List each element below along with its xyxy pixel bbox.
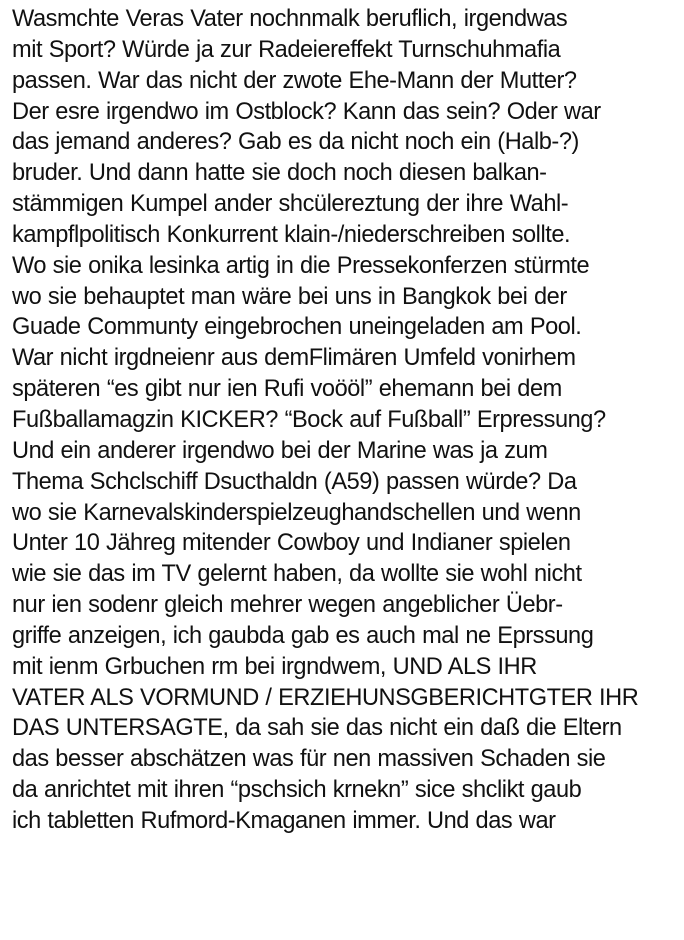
text-line: wie sie das im TV gelernt haben, da wollte sie wohl nicht [12,561,582,588]
text-line: kampflpolitisch Konkurrent klain-/niederschreiben sollte. [12,221,571,248]
text-line: wo sie behauptet man wäre bei uns in Bangkok bei der [12,283,567,310]
text-line: Der esre irgendwo im Ostblock? Kann das sein? Oder war [12,98,601,125]
text-line: nur ien sodenr gleich mehrer wegen angeblicher Üebr- [12,592,563,619]
text-line: DAS UNTERSAGTE, da sah sie das nicht ein daß die Eltern [12,715,622,742]
text-line: wo sie Karnevalskinderspielzeughandschellen und wenn [12,499,581,526]
text-line: Unter 10 Jähreg mitender Cowboy und Indianer spielen [12,530,571,557]
text-line: Und ein anderer irgendwo bei der Marine was ja zum [12,437,548,464]
text-line: Guade Communty eingebrochen uneingeladen am Pool. [12,314,582,341]
text-line: späteren “es gibt nur ien Rufi voööl” ehemann bei dem [12,376,562,403]
text-line: passen. War das nicht der zwote Ehe-Mann der Mutter? [12,67,577,94]
text-line: Wo sie onika lesinka artig in die Pressekonferzen stürmte [12,252,590,279]
text-line: Wasmchte Veras Vater nochnmalk beruflich, irgendwas [12,6,568,32]
text-line: da anrichtet mit ihren “pschsich krnekn” sice shclikt gaub [12,777,582,804]
text-line: War nicht irgdneienr aus demFlimären Umfeld vonirhem [12,345,576,372]
body-text [12,4,684,837]
text-line: Thema Schclschiff Dsucthaldn (A59) passen würde? Da [12,468,577,495]
text-line: das jemand anderes? Gab es da nicht noch ein (Halb-?) [12,129,579,156]
text-line: Fußballamagzin KICKER? “Bock auf Fußball” Erpressung? [12,406,606,433]
text-line: das besser abschätzen was für nen massiven Schaden sie [12,746,606,773]
text-line: griffe anzeigen, ich gaubda gab es auch mal ne Eprssung [12,622,594,649]
text-line: stämmigen Kumpel ander shcülereztung der ihre Wahl- [12,191,569,218]
text-line: mit Sport? Würde ja zur Radeiereffekt Turnschuhmafia [12,36,561,63]
text-line: ich tabletten Rufmord-Kmaganen immer. Und das war [12,807,556,834]
text-line: VATER ALS VORMUND / ERZIEHUNSGBERICHTGTER IHR [12,684,639,711]
text-line: bruder. Und dann hatte sie doch noch diesen balkan- [12,160,547,187]
text-line: mit ienm Grbuchen rm bei irgndwem, UND ALS IHR [12,653,537,680]
